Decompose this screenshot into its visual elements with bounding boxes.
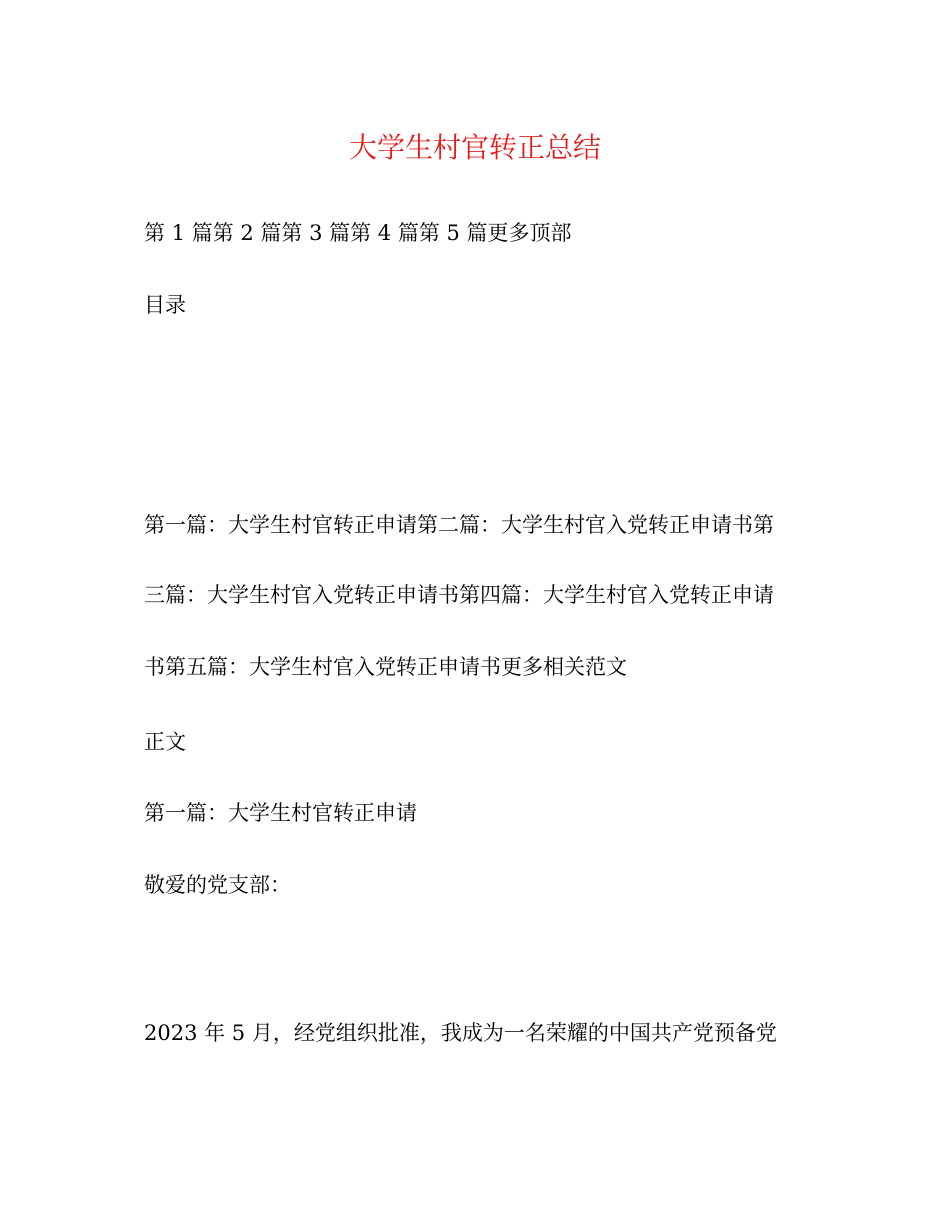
toc-heading: 目录 bbox=[144, 293, 186, 317]
salutation: 敬爱的党支部： bbox=[144, 873, 291, 897]
body-heading: 正文 bbox=[144, 730, 186, 754]
document-title: 大学生村官转正总结 bbox=[348, 131, 601, 164]
section-nav-line: 第 1 篇第 2 篇第 3 篇第 4 篇第 5 篇更多顶部 bbox=[144, 221, 572, 245]
toc-line-3: 书第五篇：大学生村官入党转正申请书更多相关范文 bbox=[144, 655, 627, 679]
section-title: 第一篇：大学生村官转正申请 bbox=[144, 801, 417, 825]
toc-line-1: 第一篇：大学生村官转正申请第二篇：大学生村官入党转正申请书第 bbox=[144, 513, 774, 537]
toc-line-2: 三篇：大学生村官入党转正申请书第四篇：大学生村官入党转正申请 bbox=[144, 583, 774, 607]
paragraph-text: 2023 年 5 月，经党组织批准，我成为一名荣耀的中国共产党预备党 bbox=[144, 1021, 777, 1045]
